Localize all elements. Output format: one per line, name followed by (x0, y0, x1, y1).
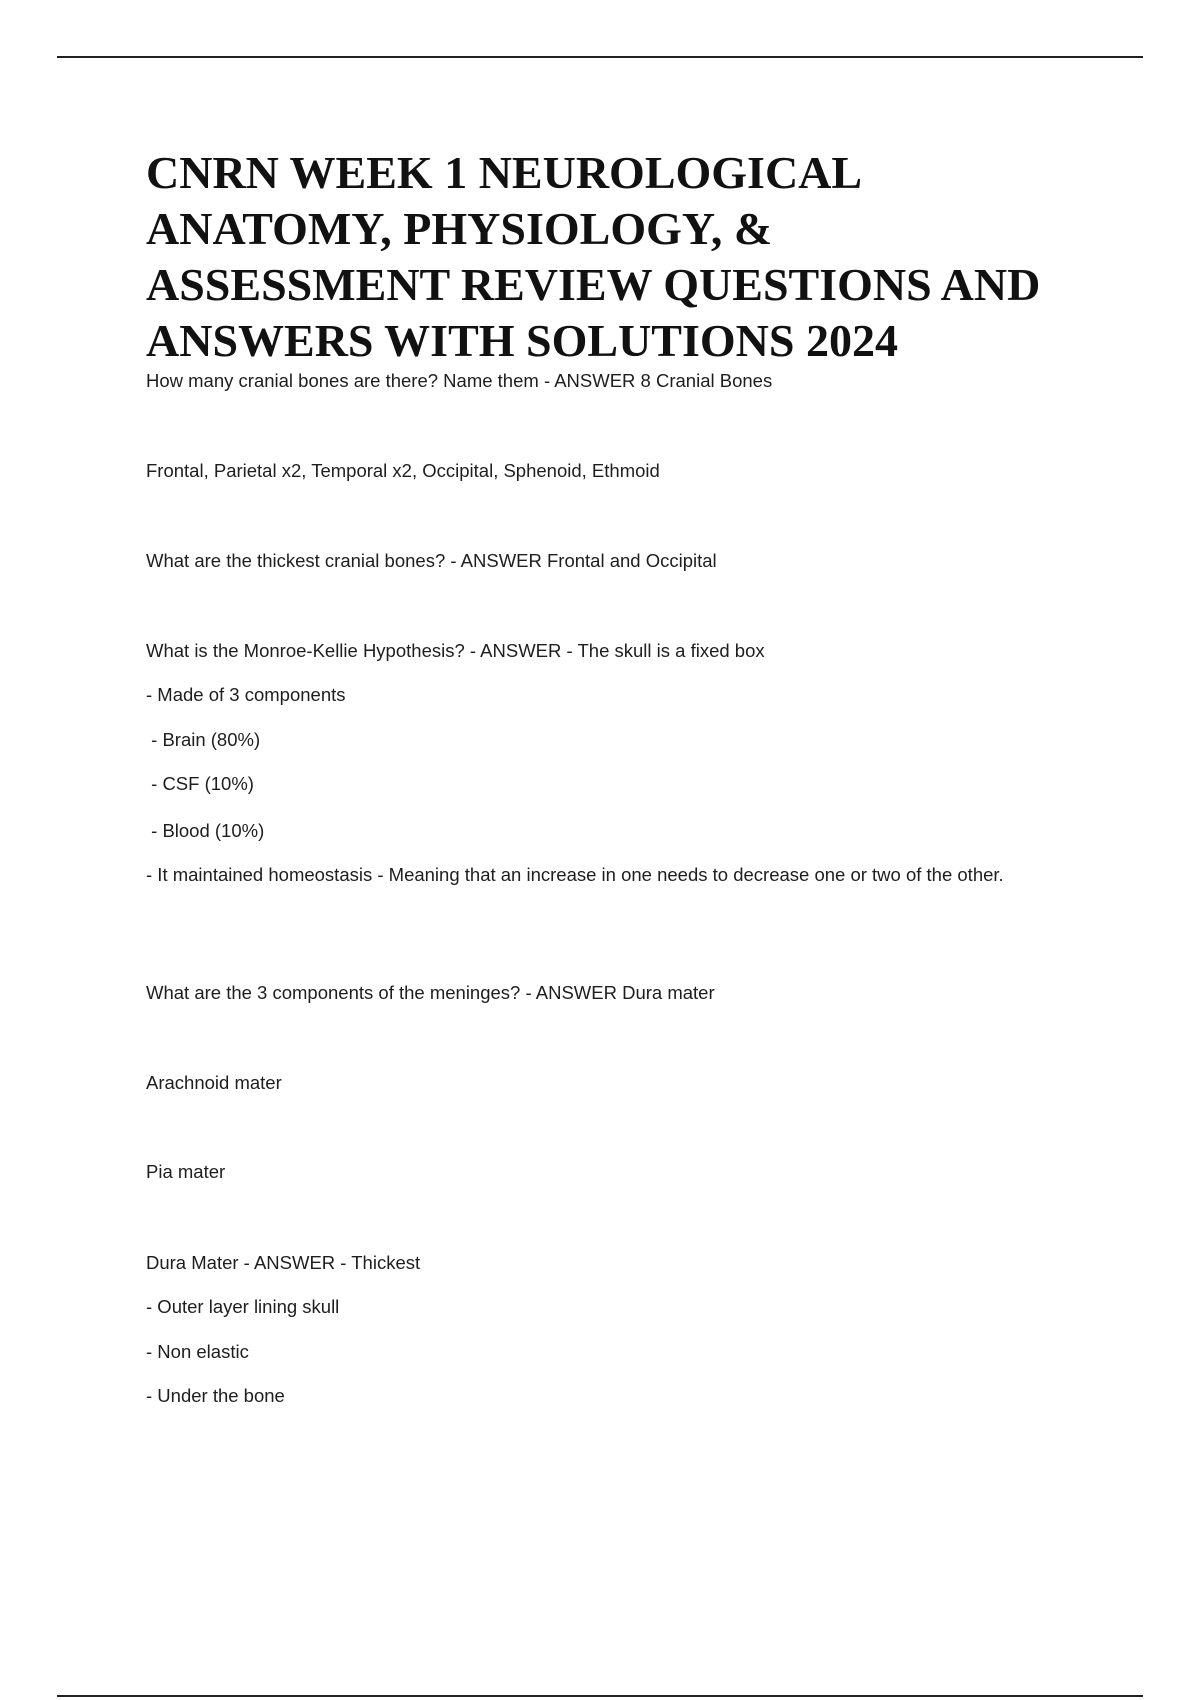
dura-under-bone: - Under the bone (146, 1385, 285, 1406)
monroe-kellie-components: - Made of 3 components (146, 684, 346, 705)
meninges-arachnoid: Arachnoid mater (146, 1072, 282, 1093)
question-dura-mater: Dura Mater - ANSWER - Thickest (146, 1252, 421, 1273)
meninges-pia: Pia mater (146, 1161, 226, 1182)
question-meninges: What are the 3 components of the meninges? - ANSWER Dura mater (146, 982, 715, 1003)
component-csf: - CSF (10%) (146, 773, 254, 794)
title-line-2: ANATOMY, PHYSIOLOGY, & (146, 203, 773, 254)
title-line-4: ANSWERS WITH SOLUTIONS 2024 (146, 315, 898, 366)
title-line-3: ASSESSMENT REVIEW QUESTIONS AND (146, 259, 1041, 310)
question-monroe-kellie: What is the Monroe-Kellie Hypothesis? - ANSWER - The skull is a fixed box (146, 640, 765, 661)
answer-cranial-bones-list: Frontal, Parietal x2, Temporal x2, Occipital, Sphenoid, Ethmoid (146, 460, 660, 481)
question-thickest-bones: What are the thickest cranial bones? - ANSWER Frontal and Occipital (146, 550, 717, 571)
homeostasis-note: - It maintained homeostasis - Meaning that an increase in one needs to decrease one or two of the other. (146, 864, 1004, 885)
component-brain: - Brain (80%) (146, 729, 261, 750)
top-divider (57, 56, 1143, 58)
question-cranial-bones-count: How many cranial bones are there? Name them - ANSWER 8 Cranial Bones (146, 370, 773, 391)
document-title (146, 145, 1106, 369)
component-blood: - Blood (10%) (146, 820, 265, 841)
dura-non-elastic: - Non elastic (146, 1341, 249, 1362)
dura-outer-layer: - Outer layer lining skull (146, 1296, 340, 1317)
title-line-1: CNRN WEEK 1 NEUROLOGICAL (146, 147, 863, 198)
bottom-divider (57, 1695, 1143, 1697)
